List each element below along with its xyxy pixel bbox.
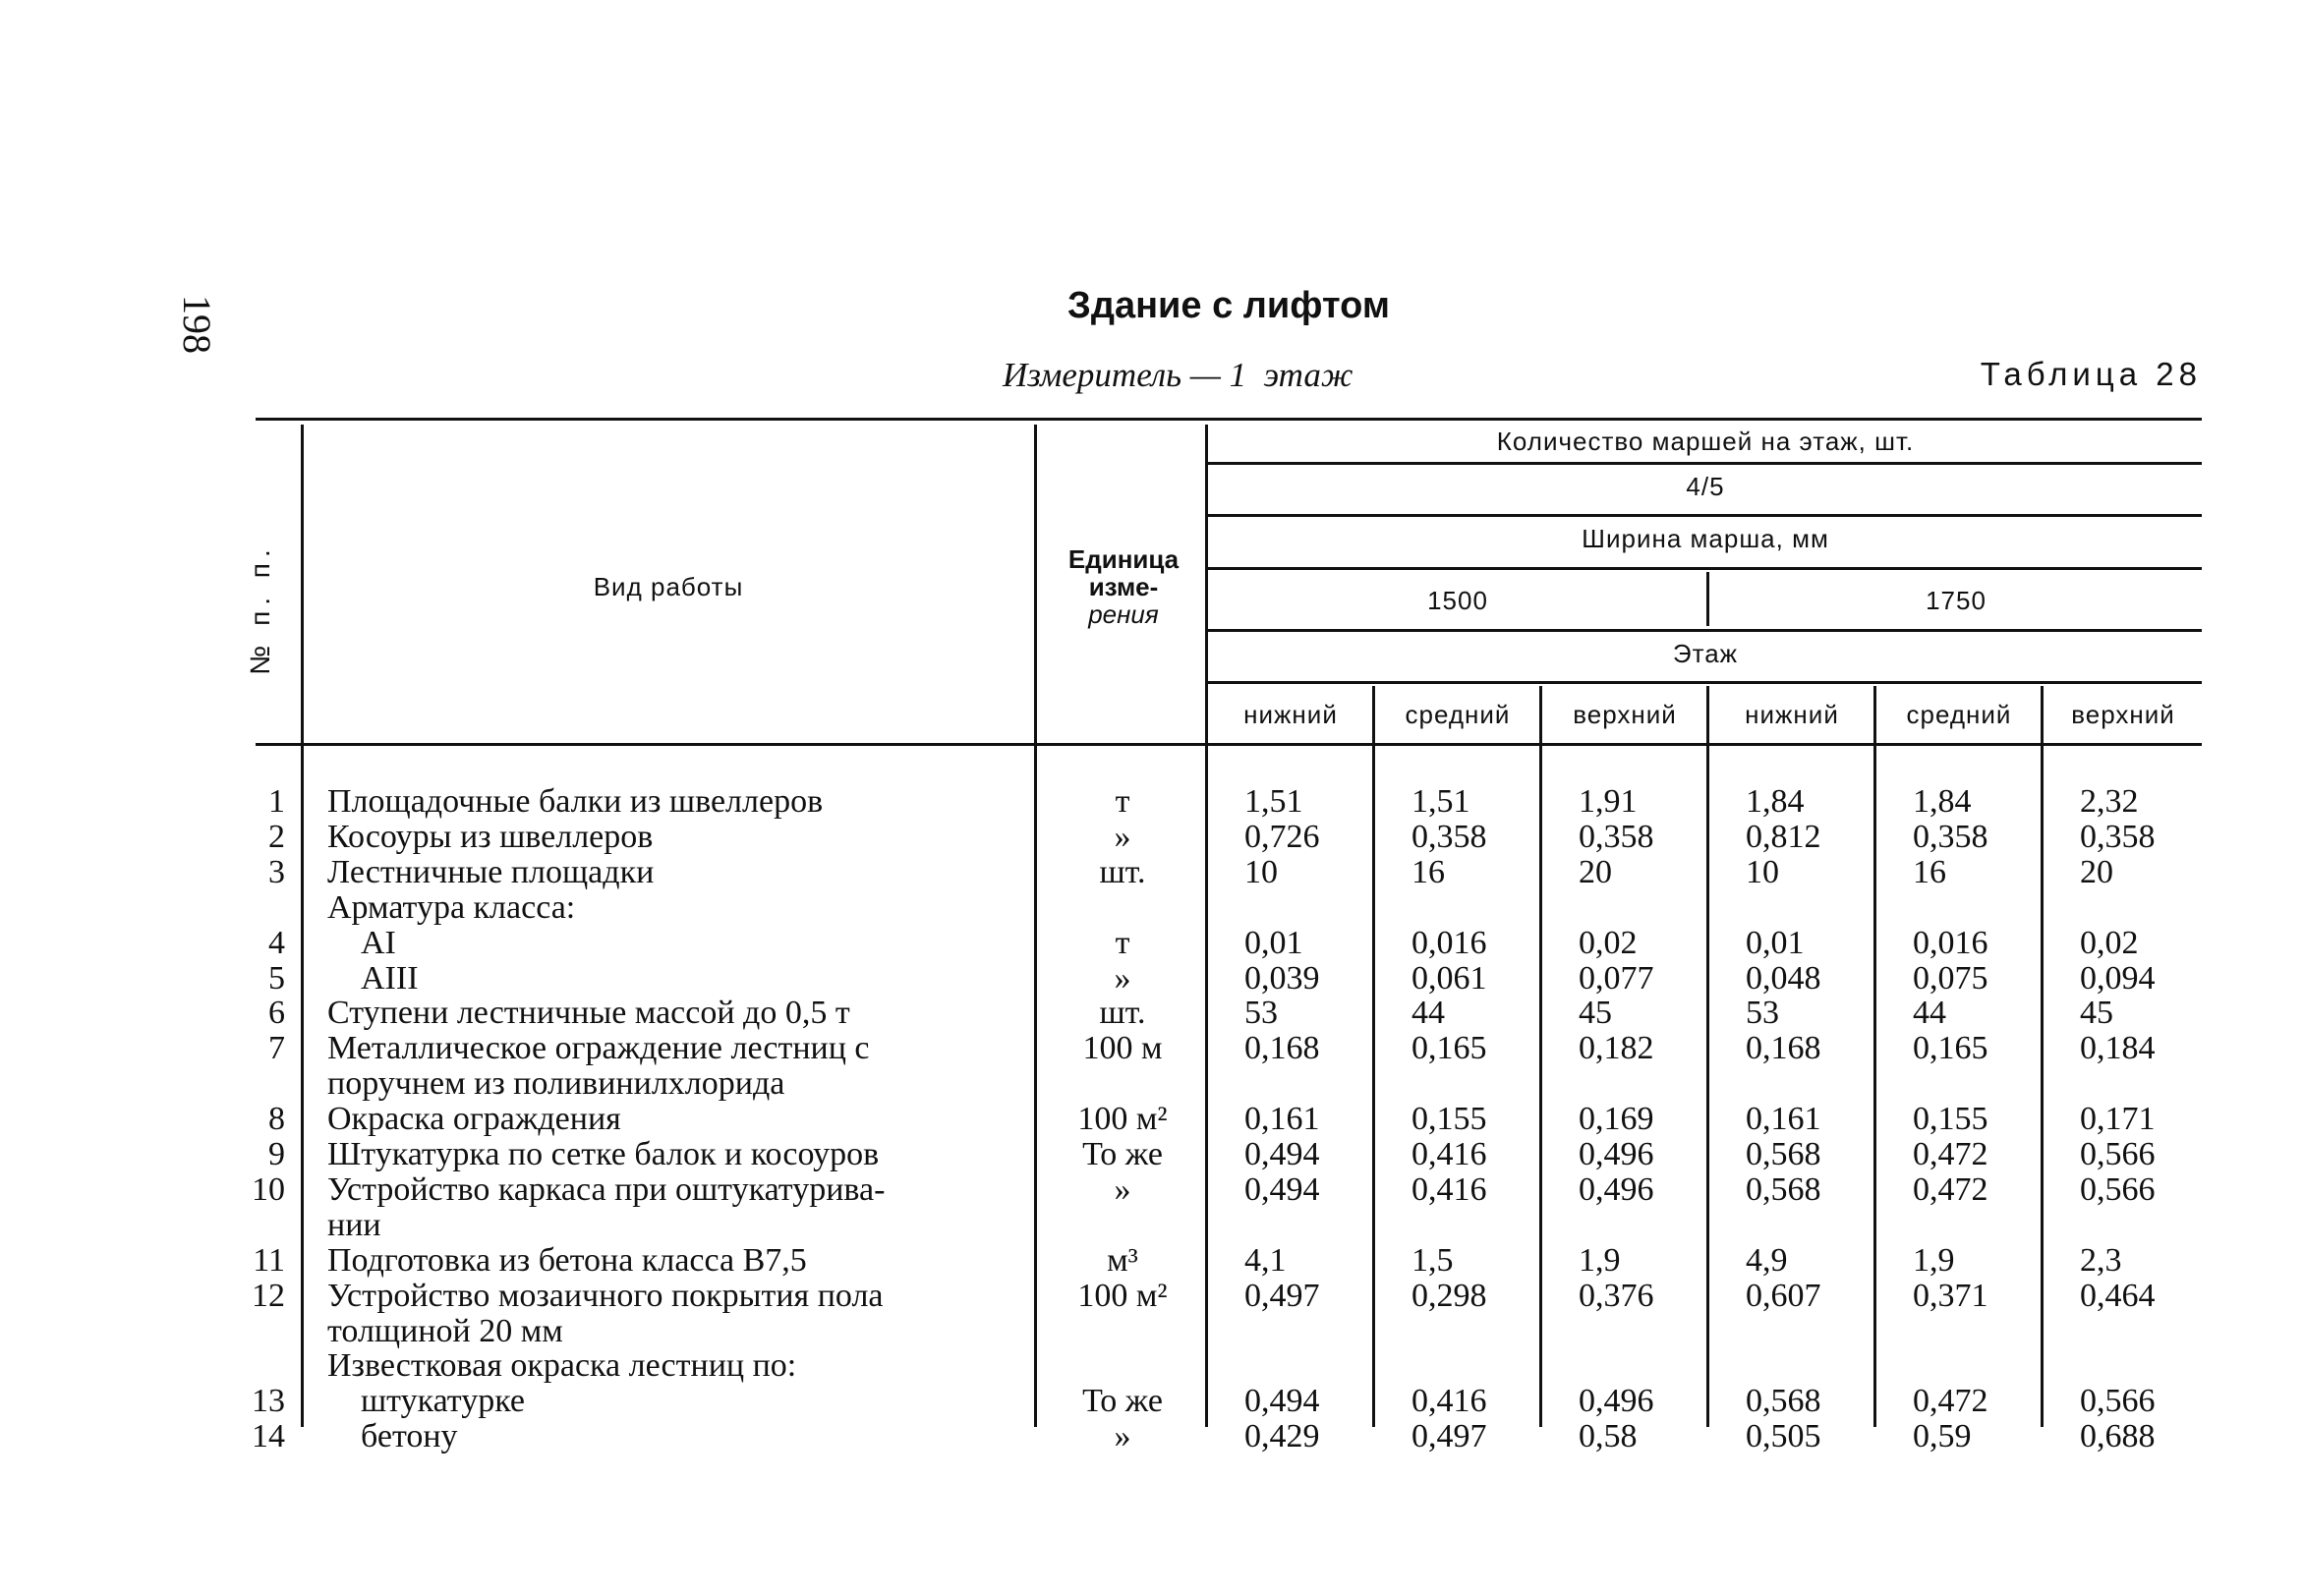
row-value: 10 (1244, 854, 1278, 890)
floor-lower-1: нижний (1243, 700, 1338, 729)
row-value: 0,077 (1579, 960, 1654, 997)
row-value: 0,58 (1579, 1418, 1638, 1454)
header-rule-widths (1207, 629, 2202, 632)
row-unit: шт. (1099, 854, 1146, 890)
row-unit: т (1115, 925, 1130, 961)
row-unit: » (1114, 819, 1131, 855)
row-work: AIII (361, 960, 419, 997)
row-unit: » (1114, 960, 1131, 997)
row-value: 0,812 (1746, 819, 1821, 855)
row-value: 16 (1411, 854, 1445, 890)
col-rule-width-split (1706, 572, 1709, 626)
floor-header: Этаж (1672, 639, 1739, 668)
row-value: 45 (2080, 995, 2113, 1031)
row-value: 0,496 (1579, 1383, 1654, 1419)
row-value: 1,9 (1579, 1242, 1621, 1279)
row-work: штукатурке (361, 1383, 525, 1419)
row-value: 0,358 (2080, 819, 2156, 855)
row-value: 0,566 (2080, 1383, 2156, 1419)
page-number: 198 (175, 295, 219, 354)
row-value: 0,165 (1913, 1030, 1988, 1066)
row-work: нии (327, 1207, 381, 1243)
floor-middle-1: средний (1405, 700, 1511, 729)
row-value: 0,566 (2080, 1136, 2156, 1172)
row-number: 1 (268, 783, 285, 820)
row-number: 5 (268, 960, 285, 997)
row-value: 0,02 (2080, 925, 2139, 961)
row-value: 0,182 (1579, 1030, 1654, 1066)
row-value: 1,9 (1913, 1242, 1955, 1279)
row-number: 6 (268, 995, 285, 1031)
row-value: 10 (1746, 854, 1779, 890)
row-unit: 100 м² (1077, 1101, 1168, 1137)
row-value: 0,566 (2080, 1171, 2156, 1208)
row-value: 0,016 (1411, 925, 1487, 961)
row-number: 11 (253, 1242, 285, 1279)
row-work: Устройство мозаичного покрытия пола (327, 1278, 884, 1314)
row-value: 0,568 (1746, 1171, 1821, 1208)
row-value: 1,91 (1579, 783, 1638, 820)
row-unit: » (1114, 1171, 1131, 1208)
row-work: Ступени лестничные массой до 0,5 т (327, 995, 850, 1031)
row-value: 0,497 (1411, 1418, 1487, 1454)
row-value: 1,51 (1244, 783, 1303, 820)
row-number: 14 (252, 1418, 285, 1454)
row-value: 0,416 (1411, 1383, 1487, 1419)
header-bottom-rule (256, 743, 2202, 746)
width-header: Ширина марша, мм (1582, 524, 1829, 553)
row-work: Площадочные балки из швеллеров (327, 783, 824, 820)
row-value: 1,51 (1411, 783, 1470, 820)
header-rule-width (1207, 567, 2202, 570)
table-top-rule (256, 418, 2202, 421)
row-value: 44 (1411, 995, 1445, 1031)
row-value: 0,075 (1913, 960, 1988, 997)
row-value: 0,472 (1913, 1136, 1988, 1172)
row-number: 7 (268, 1030, 285, 1066)
row-value: 0,607 (1746, 1278, 1821, 1314)
row-value: 0,494 (1244, 1136, 1320, 1172)
row-value: 0,494 (1244, 1383, 1320, 1419)
num-column-header: № п. п. (245, 543, 275, 675)
header-rule-floor (1207, 681, 2202, 684)
row-work: Лестничные площадки (327, 854, 655, 890)
header-rule-value (1207, 514, 2202, 517)
floor-upper-1: верхний (1573, 700, 1677, 729)
row-unit: То же (1082, 1136, 1163, 1172)
width-1500: 1500 (1427, 586, 1488, 615)
row-value: 53 (1244, 995, 1278, 1031)
page-title: Здание с лифтом (1067, 285, 1390, 326)
floor-middle-2: средний (1906, 700, 2012, 729)
header-rule-count (1207, 462, 2202, 465)
row-value: 0,464 (2080, 1278, 2156, 1314)
row-work: Косоуры из швеллеров (327, 819, 654, 855)
col-rule-num (301, 425, 304, 1427)
count-header: Количество маршей на этаж, шт. (1496, 427, 1915, 456)
row-value: 0,048 (1746, 960, 1821, 997)
row-work: бетону (361, 1418, 458, 1454)
row-value: 0,472 (1913, 1171, 1988, 1208)
row-value: 4,9 (1746, 1242, 1788, 1279)
row-value: 53 (1746, 995, 1779, 1031)
row-value: 0,472 (1913, 1383, 1988, 1419)
row-value: 0,061 (1411, 960, 1487, 997)
row-number: 8 (268, 1101, 285, 1137)
row-number: 9 (268, 1136, 285, 1172)
row-work: Устройство каркаса при оштукатурива- (327, 1171, 886, 1208)
row-value: 0,094 (2080, 960, 2156, 997)
row-work: Подготовка из бетона класса В7,5 (327, 1242, 807, 1279)
row-number: 12 (252, 1278, 285, 1314)
row-value: 0,496 (1579, 1136, 1654, 1172)
row-value: 0,01 (1746, 925, 1805, 961)
row-value: 0,568 (1746, 1136, 1821, 1172)
row-value: 2,32 (2080, 783, 2139, 820)
row-number: 10 (252, 1171, 285, 1208)
row-work: Металлическое ограждение лестниц с (327, 1030, 870, 1066)
row-number: 2 (268, 819, 285, 855)
row-value: 0,161 (1244, 1101, 1320, 1137)
row-number: 13 (252, 1383, 285, 1419)
row-unit: 100 м (1082, 1030, 1163, 1066)
row-unit: То же (1082, 1383, 1163, 1419)
row-value: 0,505 (1746, 1418, 1821, 1454)
row-value: 0,376 (1579, 1278, 1654, 1314)
row-value: 44 (1913, 995, 1946, 1031)
row-value: 0,168 (1746, 1030, 1821, 1066)
row-value: 16 (1913, 854, 1946, 890)
count-value: 4/5 (1686, 472, 1725, 501)
row-value: 1,84 (1746, 783, 1805, 820)
row-number: 4 (268, 925, 285, 961)
floor-lower-2: нижний (1745, 700, 1839, 729)
row-value: 0,358 (1913, 819, 1988, 855)
row-unit: м³ (1107, 1242, 1138, 1279)
row-value: 4,1 (1244, 1242, 1287, 1279)
row-value: 0,568 (1746, 1383, 1821, 1419)
floor-upper-2: верхний (2071, 700, 2175, 729)
row-value: 0,184 (2080, 1030, 2156, 1066)
row-value: 0,358 (1579, 819, 1654, 855)
row-value: 0,016 (1913, 925, 1988, 961)
row-value: 0,416 (1411, 1171, 1487, 1208)
row-value: 0,155 (1411, 1101, 1487, 1137)
row-value: 0,371 (1913, 1278, 1988, 1314)
row-value: 1,5 (1411, 1242, 1454, 1279)
row-value: 0,298 (1411, 1278, 1487, 1314)
row-value: 0,155 (1913, 1101, 1988, 1137)
row-value: 0,497 (1244, 1278, 1320, 1314)
row-work: Штукатурка по сетке балок и косоуров (327, 1136, 880, 1172)
row-value: 2,3 (2080, 1242, 2122, 1279)
row-unit: » (1114, 1418, 1131, 1454)
width-1750: 1750 (1926, 586, 1987, 615)
row-value: 20 (1579, 854, 1612, 890)
row-unit: шт. (1099, 995, 1146, 1031)
table-label: Таблица 28 (1980, 356, 2202, 392)
row-value: 0,02 (1579, 925, 1638, 961)
row-number: 3 (268, 854, 285, 890)
row-value: 0,416 (1411, 1136, 1487, 1172)
row-work: Арматура класса: (327, 889, 576, 926)
row-work: поручнем из поливинилхлорида (327, 1065, 785, 1102)
row-unit: 100 м² (1077, 1278, 1168, 1314)
unit-header-line-1: Единица (1067, 544, 1180, 574)
row-value: 0,169 (1579, 1101, 1654, 1137)
row-value: 1,84 (1913, 783, 1972, 820)
row-value: 0,171 (2080, 1101, 2156, 1137)
row-value: 0,165 (1411, 1030, 1487, 1066)
row-value: 20 (2080, 854, 2113, 890)
row-value: 0,59 (1913, 1418, 1972, 1454)
row-work: Окраска ограждения (327, 1101, 621, 1137)
unit-header-line-2: изме- (1088, 572, 1159, 601)
unit-header-line-3: рения (1088, 599, 1159, 629)
row-value: 0,358 (1411, 819, 1487, 855)
row-value: 45 (1579, 995, 1612, 1031)
row-value: 0,039 (1244, 960, 1320, 997)
row-value: 0,726 (1244, 819, 1320, 855)
row-value: 0,161 (1746, 1101, 1821, 1137)
unit-column-header (1040, 545, 1207, 628)
row-work: AI (361, 925, 396, 961)
row-work: Известковая окраска лестниц по: (327, 1347, 797, 1384)
row-work: толщиной 20 мм (327, 1313, 563, 1349)
row-value: 0,688 (2080, 1418, 2156, 1454)
row-value: 0,496 (1579, 1171, 1654, 1208)
work-column-header: Вид работы (593, 572, 744, 601)
row-value: 0,01 (1244, 925, 1303, 961)
row-unit: т (1115, 783, 1130, 820)
measure-caption: Измеритель — 1 этаж (1003, 356, 1354, 394)
row-value: 0,429 (1244, 1418, 1320, 1454)
row-value: 0,168 (1244, 1030, 1320, 1066)
row-value: 0,494 (1244, 1171, 1320, 1208)
